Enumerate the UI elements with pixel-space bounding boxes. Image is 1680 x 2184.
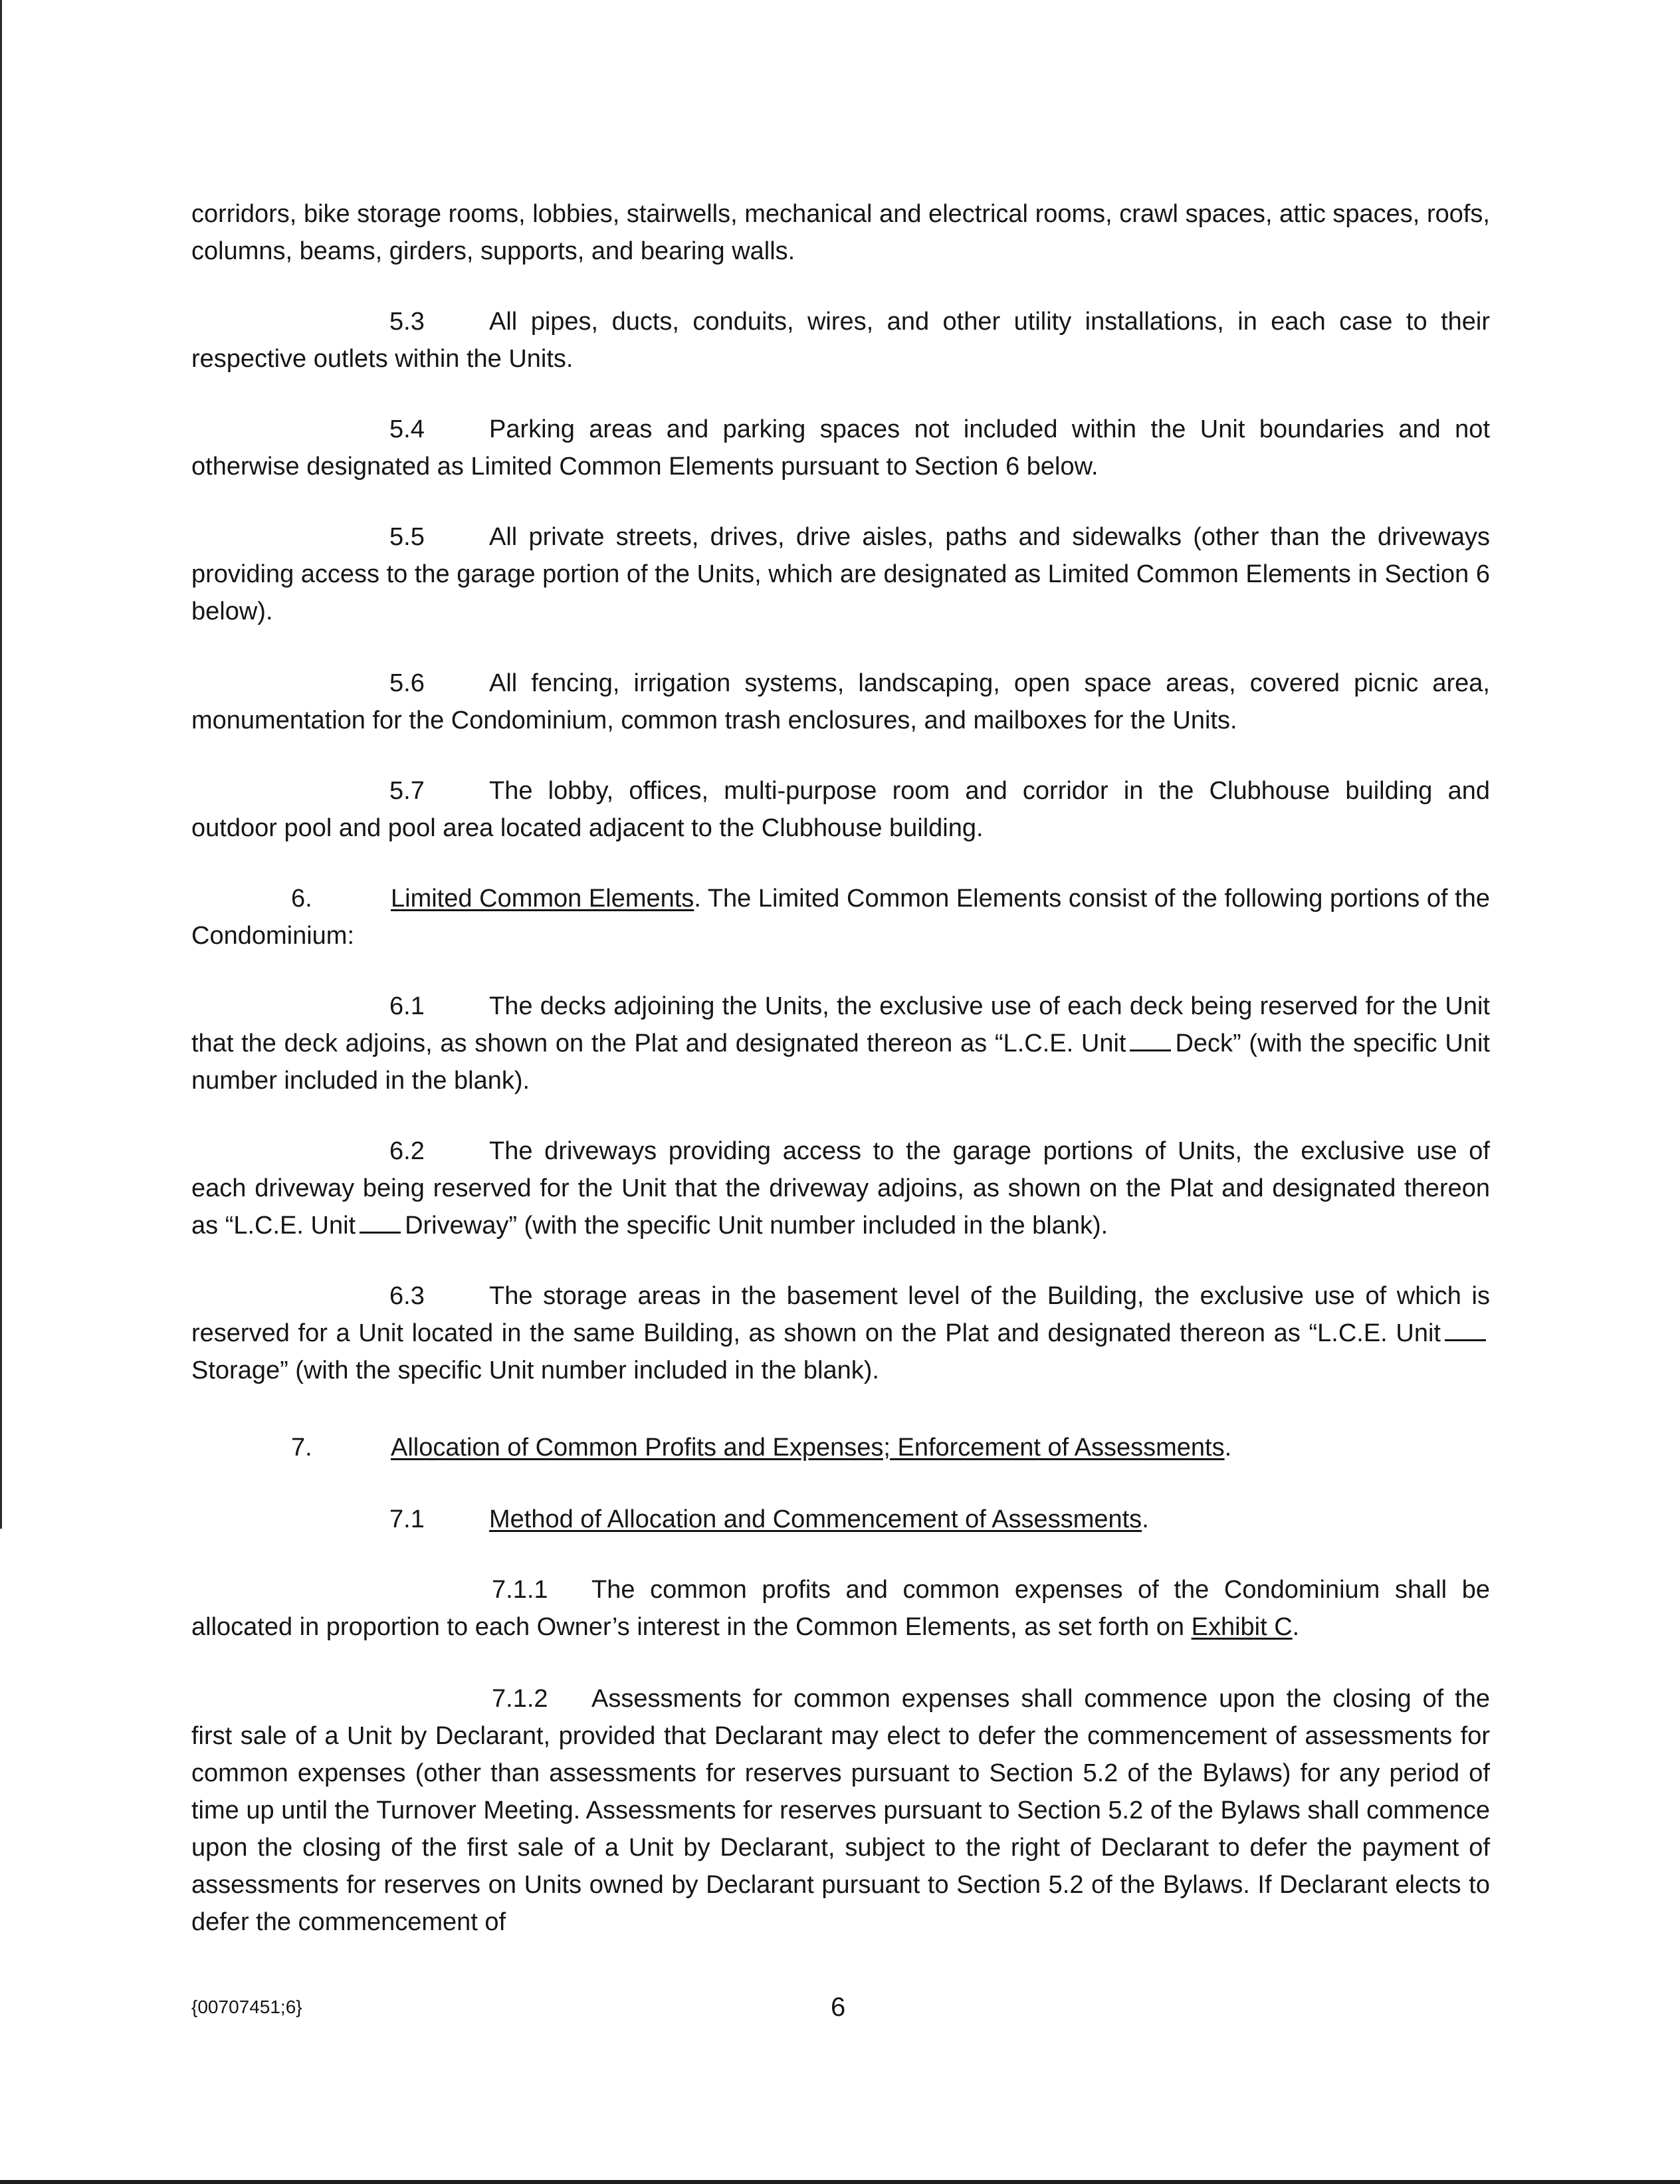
section-heading: Method of Allocation and Commencement of Assessments [489, 1505, 1142, 1533]
section-5-3 [191, 303, 1490, 378]
scan-left-edge [0, 0, 2, 1529]
section-text-a: The decks adjoining the Units, the exclusive use of each deck being reserved for the Unit that the deck adjoins, as shown on the Plat and designated thereon as “L.C.E. Unit [191, 992, 1490, 1057]
text-tail: . [1292, 1613, 1300, 1641]
section-number: 6.3 [389, 1282, 425, 1310]
section-number: 6. [291, 885, 312, 913]
section-text: . The Limited Common Elements consist of the following portions of the Condominium: [191, 885, 1490, 950]
section-heading: Allocation of Common Profits and Expenses; Enforcement of Assessments [391, 1434, 1225, 1462]
section-number: 5.4 [389, 415, 425, 443]
section-text: Parking areas and parking spaces not included within the Unit boundaries and not otherwise designated as Limited Common Elements pursuant to Section 6 below. [191, 415, 1490, 481]
section-number: 7.1 [389, 1505, 425, 1533]
section-7-1-1 [191, 1571, 1490, 1646]
section-text: All pipes, ducts, conduits, wires, and other utility installations, in each case to their respective outlets within the Units. [191, 308, 1490, 373]
document-id: {00707451;6} [191, 1997, 302, 2017]
section-number: 5.3 [389, 308, 425, 336]
section-number: 5.6 [389, 669, 425, 697]
section-number: 5.5 [389, 523, 425, 551]
section-5-4 [191, 411, 1490, 485]
section-number: 5.7 [389, 777, 425, 805]
section-6-1 [191, 988, 1490, 1099]
section-6-2 [191, 1133, 1490, 1244]
blank-line [360, 1212, 401, 1234]
section-text: Assessments for common expenses shall commence upon the closing of the first sale of a Unit by Declarant, provided that Declarant may elect to defer the commencement of assessments for common expenses (other than assessments for reserves pursuant to Section 5.2 of the Bylaws) for any period of time up until the Turnover Meeting. Assessments for reserves pursuant to Section 5.2 of the Bylaws shall commence upon the closing of the first sale of a Unit by Declarant, subject to the right of Declarant to defer the payment of assessments for reserves on Units owned by Declarant pursuant to Section 5.2 of the Bylaws. If Declarant elects to defer the commencement of [191, 1685, 1490, 1936]
exhibit-c-reference: Exhibit C [1191, 1613, 1293, 1641]
section-text-a: The storage areas in the basement level of the Building, the exclusive use of which is reserved for a Unit located in the same Building, as shown on the Plat and designated thereon as “L.C.E. Unit [191, 1282, 1490, 1347]
section-5-6 [191, 665, 1490, 739]
section-text: All private streets, drives, drive aisles, paths and sidewalks (other than the driveways providing access to the garage portion of the Units, which are designated as Limited Common Elements in Section 6 below). [191, 523, 1490, 625]
section-number: 6.1 [389, 992, 425, 1020]
heading-tail: . [1142, 1505, 1149, 1533]
intro-paragraph: corridors, bike storage rooms, lobbies, stairwells, mechanical and electrical rooms, crawl spaces, attic spaces, roofs, columns, beams, girders, supports, and bearing walls. [191, 200, 1490, 265]
section-5-5 [191, 518, 1490, 630]
section-number: 7.1.1 [492, 1576, 548, 1604]
section-text-a: The driveways providing access to the garage portions of Units, the exclusive use of each driveway being reserved for the Unit that the driveway adjoins, as shown on the Plat and designated thereon as “L.C.E. Unit [191, 1137, 1490, 1240]
scan-bottom-edge [0, 2180, 1680, 2184]
section-text-b: Driveway” (with the specific Unit number included in the blank). [405, 1212, 1108, 1240]
section-text: All fencing, irrigation systems, landscaping, open space areas, covered picnic area, monumentation for the Condominium, common trash enclosures, and mailboxes for the Units. [191, 669, 1490, 734]
heading-tail: . [1224, 1434, 1232, 1462]
section-text: The common profits and common expenses of the Condominium shall be allocated in proportion to each Owner’s interest in the Common Elements, as set forth on [191, 1576, 1490, 1641]
section-7 [191, 1429, 1490, 1466]
section-text-b: Storage” (with the specific Unit number included in the blank). [191, 1357, 879, 1384]
page-number: 6 [831, 1993, 846, 2022]
section-7-1-2 [191, 1680, 1490, 1941]
section-number: 7.1.2 [492, 1685, 548, 1713]
section-5-7 [191, 772, 1490, 847]
section-number: 6.2 [389, 1137, 425, 1165]
section-6 [191, 880, 1490, 954]
section-number: 7. [291, 1434, 312, 1462]
blank-line [1445, 1319, 1486, 1341]
section-heading: Limited Common Elements [391, 885, 694, 913]
section-text-b: Deck” (with the specific Unit number included in the blank). [191, 1030, 1490, 1095]
blank-line [1130, 1030, 1171, 1051]
section-text: The lobby, offices, multi-purpose room and corridor in the Clubhouse building and outdoor pool and pool area located adjacent to the Clubhouse building. [191, 777, 1490, 842]
section-6-3 [191, 1277, 1490, 1389]
section-7-1 [191, 1501, 1490, 1538]
